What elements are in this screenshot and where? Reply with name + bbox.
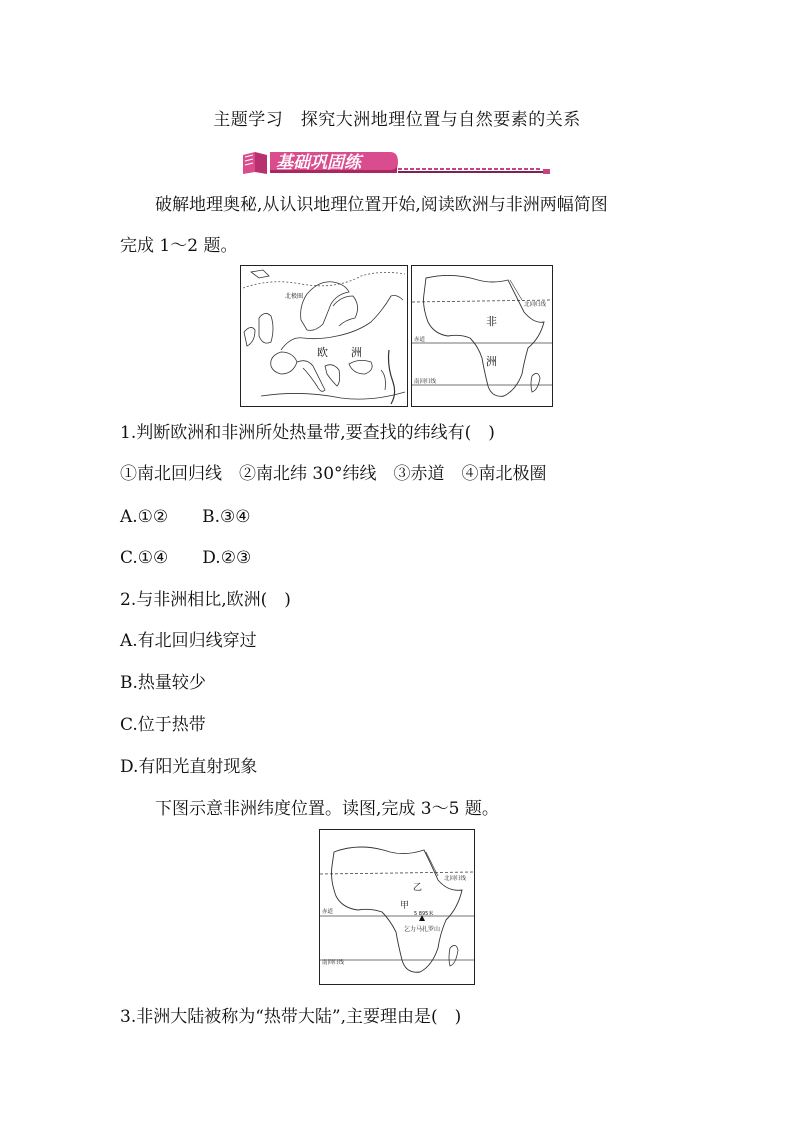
q2-option-c: C.位于热带 (120, 715, 206, 735)
q2-option-b: B.热量较少 (120, 673, 206, 693)
peak-name-label: 乞力马扎罗山 (404, 926, 441, 933)
q1-stem: 1.判断欧洲和非洲所处热量带,要查找的纬线有( ) (120, 423, 495, 443)
europe-name-a: 欧 (317, 346, 328, 359)
intro-text-1b: 完成 1～2 题。 (120, 236, 238, 256)
africa-map-small (411, 265, 553, 407)
europe-map (240, 265, 408, 407)
q2-option-d: D.有阳光直射现象 (120, 757, 258, 777)
banner-label: 基础巩固练 (276, 153, 361, 173)
q2-stem: 2.与非洲相比,欧洲( ) (120, 590, 291, 610)
q1-options-row2: C.①④ D.②③ (120, 548, 252, 568)
intro-text-2: 下图示意非洲纬度位置。读图,完成 3～5 题。 (155, 799, 499, 819)
q2-option-a: A.有北回归线穿过 (120, 631, 257, 651)
tropic-cancer-label-2: 北回归线 (444, 876, 467, 882)
arctic-circle-label: 北极圈 (285, 293, 304, 300)
label-yi: 乙 (413, 883, 423, 893)
tropic-capricorn-label-1: 南回归线 (414, 379, 437, 385)
equator-label-1: 赤道 (414, 337, 426, 343)
europe-name-b: 洲 (351, 346, 362, 359)
section-banner (240, 146, 560, 178)
africa-name-a: 非 (486, 315, 497, 328)
q3-stem: 3.非洲大陆被称为“热带大陆”,主要理由是( ) (120, 1007, 462, 1027)
africa-map-large (319, 829, 475, 985)
intro-text-1a: 破解地理奥秘,从认识地理位置开始,阅读欧洲与非洲两幅简图 (155, 195, 608, 215)
tropic-capricorn-label-2: 南回归线 (322, 960, 345, 966)
q1-options-row1: A.①② B.③④ (120, 507, 251, 527)
q1-items: ①南北回归线 ②南北纬 30°纬线 ③赤道 ④南北极圈 (120, 464, 547, 484)
page-title: 主题学习 探究大洲地理位置与自然要素的关系 (213, 110, 581, 130)
equator-label-2: 赤道 (322, 909, 334, 915)
africa-name-b: 洲 (486, 355, 497, 368)
peak-height-label: 5 895米 (414, 911, 434, 917)
label-jia: 甲 (400, 901, 410, 911)
tropic-cancer-label-1: 北回归线 (524, 302, 547, 308)
book-icon (243, 152, 267, 174)
